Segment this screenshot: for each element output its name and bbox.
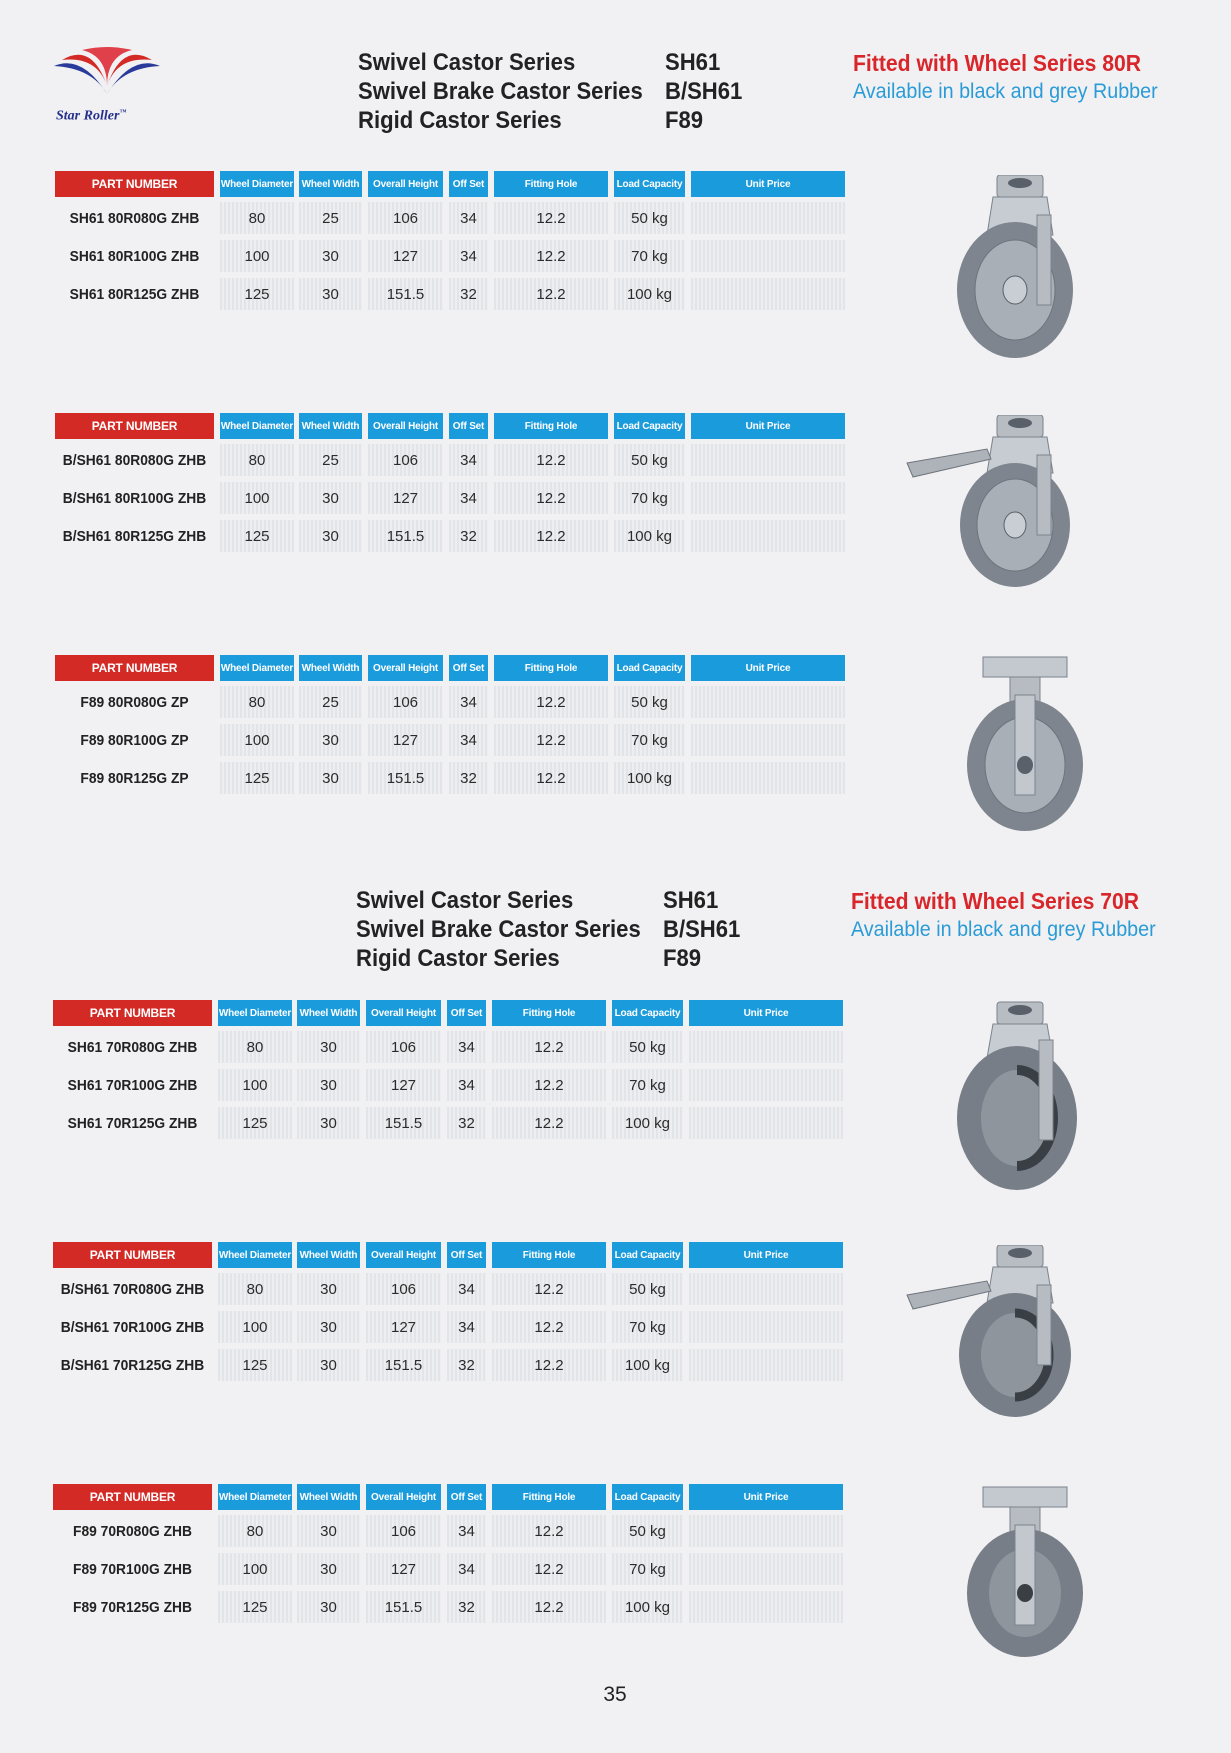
column-header-wheel-width: Wheel Width: [297, 1000, 360, 1026]
table-row: [55, 202, 855, 234]
cell-load-capacity: 100 kg: [614, 278, 685, 310]
cell-unit-price: [689, 1553, 843, 1585]
table-header: [55, 413, 855, 439]
cell-wheel-diameter: 125: [218, 1349, 292, 1381]
column-header-load-capacity: Load Capacity: [612, 1484, 683, 1510]
cell-overall-height: 127: [368, 482, 443, 514]
cell-off-set: 34: [447, 1515, 486, 1547]
cell-load-capacity: 100 kg: [612, 1591, 683, 1623]
table-row: [53, 1591, 853, 1623]
cell-wheel-width: 30: [297, 1553, 360, 1585]
cell-overall-height: 106: [368, 444, 443, 476]
series-name: Rigid Castor Series: [358, 107, 562, 134]
cell-part-number: B/SH61 70R080G ZHB: [60, 1280, 205, 1298]
cell-off-set: 34: [449, 240, 488, 272]
cell-overall-height: 127: [366, 1069, 441, 1101]
cell-wheel-diameter: 100: [220, 724, 294, 756]
table-header: [53, 1000, 853, 1026]
cell-part-number: SH61 80R080G ZHB: [69, 209, 200, 227]
column-header-wheel-width: Wheel Width: [297, 1242, 360, 1268]
table-row: [53, 1553, 853, 1585]
series-code: SH61: [663, 887, 719, 914]
table-row: [53, 1031, 853, 1063]
page-number: 35: [603, 1683, 627, 1706]
table-header: [53, 1484, 853, 1510]
cell-part-number: F89 80R125G ZP: [80, 769, 189, 787]
table-row: [53, 1107, 853, 1139]
cell-part-number: F89 70R080G ZHB: [73, 1522, 192, 1540]
cell-fitting-hole: 12.2: [492, 1591, 606, 1623]
column-header-off-set: Off Set: [447, 1484, 486, 1510]
cell-unit-price: [691, 278, 845, 310]
cell-part-number: F89 80R080G ZP: [80, 693, 189, 711]
cell-load-capacity: 100 kg: [612, 1107, 683, 1139]
cell-part-number: SH61 80R100G ZHB: [69, 247, 200, 265]
column-header-wheel-diameter: Wheel Diameter: [218, 1000, 292, 1026]
column-header-overall-height: Overall Height: [368, 413, 443, 439]
cell-fitting-hole: 12.2: [494, 444, 608, 476]
series-codes: [663, 886, 747, 973]
column-header-overall-height: Overall Height: [368, 655, 443, 681]
cell-wheel-width: 30: [299, 520, 362, 552]
cell-overall-height: 151.5: [366, 1107, 441, 1139]
cell-wheel-width: 30: [299, 482, 362, 514]
column-header-load-capacity: Load Capacity: [614, 171, 685, 197]
table-header: [55, 655, 855, 681]
column-header-overall-height: Overall Height: [366, 1484, 441, 1510]
cell-off-set: 32: [447, 1107, 486, 1139]
column-header-wheel-diameter: Wheel Diameter: [220, 655, 294, 681]
cell-wheel-width: 30: [297, 1069, 360, 1101]
column-header-wheel-diameter: Wheel Diameter: [220, 413, 294, 439]
cell-wheel-width: 30: [297, 1031, 360, 1063]
cell-load-capacity: 70 kg: [612, 1553, 683, 1585]
cell-off-set: 34: [449, 686, 488, 718]
rigid-castor-70r-image: [955, 1485, 1095, 1660]
cell-load-capacity: 50 kg: [612, 1273, 683, 1305]
column-header-wheel-width: Wheel Width: [299, 171, 362, 197]
cell-part-number: B/SH61 70R125G ZHB: [60, 1356, 205, 1374]
cell-off-set: 34: [447, 1273, 486, 1305]
cell-overall-height: 106: [368, 686, 443, 718]
cell-wheel-diameter: 80: [218, 1273, 292, 1305]
series-name: Swivel Castor Series: [358, 49, 576, 76]
series-names: [356, 886, 666, 973]
cell-unit-price: [689, 1273, 843, 1305]
cell-off-set: 32: [447, 1349, 486, 1381]
column-header-unit-price: Unit Price: [689, 1484, 843, 1510]
cell-overall-height: 127: [368, 240, 443, 272]
column-header-fitting-hole: Fitting Hole: [492, 1484, 606, 1510]
cell-off-set: 34: [449, 482, 488, 514]
cell-fitting-hole: 12.2: [492, 1031, 606, 1063]
cell-unit-price: [689, 1031, 843, 1063]
cell-wheel-width: 30: [299, 762, 362, 794]
cell-wheel-width: 30: [299, 240, 362, 272]
cell-unit-price: [691, 686, 845, 718]
cell-unit-price: [689, 1311, 843, 1343]
fitted-wheel-title: Fitted with Wheel Series 70R: [851, 888, 1140, 914]
cell-wheel-diameter: 80: [220, 202, 294, 234]
cell-fitting-hole: 12.2: [492, 1311, 606, 1343]
brand-name: Star Roller™: [56, 108, 127, 124]
section-header-80r: [0, 48, 1231, 138]
cell-part-number: B/SH61 80R125G ZHB: [62, 527, 207, 545]
cell-fitting-hole: 12.2: [492, 1515, 606, 1547]
cell-wheel-diameter: 125: [218, 1591, 292, 1623]
cell-fitting-hole: 12.2: [492, 1349, 606, 1381]
cell-fitting-hole: 12.2: [492, 1069, 606, 1101]
cell-part-number: SH61 70R125G ZHB: [67, 1114, 198, 1132]
table-row: [55, 278, 855, 310]
cell-off-set: 34: [447, 1553, 486, 1585]
column-header-off-set: Off Set: [449, 413, 488, 439]
column-header-wheel-width: Wheel Width: [299, 413, 362, 439]
column-header-off-set: Off Set: [447, 1000, 486, 1026]
cell-load-capacity: 100 kg: [614, 520, 685, 552]
series-name: Swivel Brake Castor Series: [358, 78, 643, 105]
cell-wheel-width: 25: [299, 686, 362, 718]
brake-castor-70r-image: [905, 1245, 1095, 1420]
table-row: [53, 1311, 853, 1343]
column-header-fitting-hole: Fitting Hole: [492, 1242, 606, 1268]
table-row: [53, 1273, 853, 1305]
cell-wheel-diameter: 100: [220, 240, 294, 272]
cell-unit-price: [689, 1515, 843, 1547]
cell-load-capacity: 50 kg: [614, 686, 685, 718]
cell-fitting-hole: 12.2: [494, 278, 608, 310]
series-names: [358, 48, 668, 135]
column-header-part-number: PART NUMBER: [53, 1000, 212, 1026]
series-codes: [665, 48, 749, 135]
wheel-series-note: [853, 48, 1177, 106]
column-header-fitting-hole: Fitting Hole: [492, 1000, 606, 1026]
cell-wheel-diameter: 100: [218, 1553, 292, 1585]
cell-unit-price: [691, 762, 845, 794]
availability-note: Available in black and grey Rubber: [853, 80, 1158, 103]
cell-load-capacity: 100 kg: [612, 1349, 683, 1381]
cell-wheel-width: 30: [297, 1311, 360, 1343]
cell-wheel-diameter: 100: [220, 482, 294, 514]
column-header-load-capacity: Load Capacity: [612, 1242, 683, 1268]
cell-overall-height: 127: [366, 1553, 441, 1585]
column-header-unit-price: Unit Price: [689, 1000, 843, 1026]
cell-wheel-diameter: 80: [220, 444, 294, 476]
cell-fitting-hole: 12.2: [494, 240, 608, 272]
cell-fitting-hole: 12.2: [494, 686, 608, 718]
cell-off-set: 32: [449, 762, 488, 794]
cell-unit-price: [691, 520, 845, 552]
cell-overall-height: 151.5: [366, 1349, 441, 1381]
cell-part-number: B/SH61 80R100G ZHB: [62, 489, 207, 507]
brake-castor-80r-image: [905, 415, 1095, 590]
column-header-unit-price: Unit Price: [689, 1242, 843, 1268]
cell-part-number: B/SH61 70R100G ZHB: [60, 1318, 205, 1336]
series-name: Swivel Castor Series: [356, 887, 574, 914]
column-header-load-capacity: Load Capacity: [614, 413, 685, 439]
cell-part-number: F89 70R100G ZHB: [73, 1560, 192, 1578]
column-header-wheel-diameter: Wheel Diameter: [220, 171, 294, 197]
cell-unit-price: [691, 444, 845, 476]
cell-wheel-width: 30: [297, 1591, 360, 1623]
cell-wheel-diameter: 125: [220, 278, 294, 310]
column-header-overall-height: Overall Height: [368, 171, 443, 197]
cell-off-set: 34: [447, 1069, 486, 1101]
cell-unit-price: [691, 724, 845, 756]
column-header-off-set: Off Set: [449, 655, 488, 681]
column-header-wheel-diameter: Wheel Diameter: [218, 1484, 292, 1510]
series-code: B/SH61: [665, 78, 743, 105]
series-name: Rigid Castor Series: [356, 945, 560, 972]
column-header-part-number: PART NUMBER: [55, 413, 214, 439]
cell-off-set: 34: [449, 202, 488, 234]
cell-load-capacity: 70 kg: [614, 240, 685, 272]
cell-load-capacity: 50 kg: [614, 444, 685, 476]
cell-load-capacity: 100 kg: [614, 762, 685, 794]
cell-unit-price: [689, 1349, 843, 1381]
column-header-part-number: PART NUMBER: [55, 171, 214, 197]
cell-part-number: SH61 70R080G ZHB: [67, 1038, 198, 1056]
table-row: [53, 1069, 853, 1101]
cell-overall-height: 106: [366, 1515, 441, 1547]
column-header-part-number: PART NUMBER: [53, 1484, 212, 1510]
cell-wheel-width: 30: [297, 1349, 360, 1381]
cell-load-capacity: 50 kg: [612, 1515, 683, 1547]
table-row: [55, 444, 855, 476]
cell-fitting-hole: 12.2: [494, 482, 608, 514]
availability-note: Available in black and grey Rubber: [851, 918, 1156, 941]
table-header: [53, 1242, 853, 1268]
cell-wheel-width: 30: [299, 724, 362, 756]
column-header-fitting-hole: Fitting Hole: [494, 171, 608, 197]
cell-part-number: F89 70R125G ZHB: [73, 1598, 192, 1616]
column-header-wheel-width: Wheel Width: [299, 655, 362, 681]
cell-fitting-hole: 12.2: [492, 1273, 606, 1305]
table-row: [55, 686, 855, 718]
cell-unit-price: [691, 202, 845, 234]
cell-fitting-hole: 12.2: [492, 1553, 606, 1585]
column-header-overall-height: Overall Height: [366, 1000, 441, 1026]
cell-wheel-diameter: 125: [220, 762, 294, 794]
series-code: SH61: [665, 49, 721, 76]
column-header-fitting-hole: Fitting Hole: [494, 413, 608, 439]
column-header-wheel-diameter: Wheel Diameter: [218, 1242, 292, 1268]
table-row: [53, 1349, 853, 1381]
rigid-castor-80r-image: [955, 655, 1095, 835]
cell-overall-height: 151.5: [368, 520, 443, 552]
cell-overall-height: 151.5: [366, 1591, 441, 1623]
section-header-70r: [0, 886, 1229, 976]
series-code: F89: [663, 945, 702, 972]
cell-unit-price: [689, 1069, 843, 1101]
cell-fitting-hole: 12.2: [494, 724, 608, 756]
cell-overall-height: 127: [368, 724, 443, 756]
column-header-part-number: PART NUMBER: [53, 1242, 212, 1268]
wheel-series-note: [851, 886, 1175, 944]
fitted-wheel-title: Fitted with Wheel Series 80R: [853, 50, 1142, 76]
cell-off-set: 34: [447, 1311, 486, 1343]
cell-unit-price: [691, 240, 845, 272]
cell-fitting-hole: 12.2: [494, 762, 608, 794]
cell-off-set: 34: [449, 724, 488, 756]
cell-unit-price: [691, 482, 845, 514]
cell-part-number: B/SH61 80R080G ZHB: [62, 451, 207, 469]
table-row: [55, 520, 855, 552]
cell-wheel-width: 30: [297, 1273, 360, 1305]
column-header-unit-price: Unit Price: [691, 413, 845, 439]
cell-unit-price: [689, 1591, 843, 1623]
cell-load-capacity: 70 kg: [612, 1069, 683, 1101]
cell-wheel-width: 30: [297, 1515, 360, 1547]
cell-load-capacity: 70 kg: [614, 482, 685, 514]
cell-part-number: SH61 70R100G ZHB: [67, 1076, 198, 1094]
cell-overall-height: 127: [366, 1311, 441, 1343]
cell-fitting-hole: 12.2: [494, 520, 608, 552]
cell-part-number: SH61 80R125G ZHB: [69, 285, 200, 303]
swivel-castor-80r-image: [945, 175, 1095, 360]
cell-wheel-diameter: 100: [218, 1311, 292, 1343]
cell-part-number: F89 80R100G ZP: [80, 731, 189, 749]
column-header-fitting-hole: Fitting Hole: [494, 655, 608, 681]
cell-overall-height: 151.5: [368, 278, 443, 310]
column-header-part-number: PART NUMBER: [55, 655, 214, 681]
cell-wheel-diameter: 125: [218, 1107, 292, 1139]
cell-overall-height: 106: [366, 1031, 441, 1063]
cell-overall-height: 151.5: [368, 762, 443, 794]
series-code: B/SH61: [663, 916, 741, 943]
cell-wheel-width: 25: [299, 444, 362, 476]
table-row: [53, 1515, 853, 1547]
series-name: Swivel Brake Castor Series: [356, 916, 641, 943]
cell-fitting-hole: 12.2: [492, 1107, 606, 1139]
table-row: [55, 482, 855, 514]
cell-overall-height: 106: [366, 1273, 441, 1305]
column-header-unit-price: Unit Price: [691, 655, 845, 681]
cell-wheel-diameter: 80: [220, 686, 294, 718]
column-header-unit-price: Unit Price: [691, 171, 845, 197]
cell-off-set: 34: [447, 1031, 486, 1063]
cell-fitting-hole: 12.2: [494, 202, 608, 234]
swivel-castor-70r-image: [945, 1000, 1095, 1195]
cell-off-set: 34: [449, 444, 488, 476]
cell-wheel-diameter: 80: [218, 1031, 292, 1063]
cell-load-capacity: 70 kg: [612, 1311, 683, 1343]
cell-overall-height: 106: [368, 202, 443, 234]
cell-wheel-width: 30: [299, 278, 362, 310]
cell-wheel-width: 25: [299, 202, 362, 234]
column-header-off-set: Off Set: [447, 1242, 486, 1268]
series-code: F89: [665, 107, 704, 134]
column-header-load-capacity: Load Capacity: [614, 655, 685, 681]
cell-load-capacity: 70 kg: [614, 724, 685, 756]
column-header-overall-height: Overall Height: [366, 1242, 441, 1268]
cell-off-set: 32: [449, 520, 488, 552]
cell-wheel-diameter: 125: [220, 520, 294, 552]
column-header-load-capacity: Load Capacity: [612, 1000, 683, 1026]
column-header-wheel-width: Wheel Width: [297, 1484, 360, 1510]
cell-off-set: 32: [449, 278, 488, 310]
cell-off-set: 32: [447, 1591, 486, 1623]
table-row: [55, 762, 855, 794]
cell-load-capacity: 50 kg: [614, 202, 685, 234]
table-header: [55, 171, 855, 197]
cell-unit-price: [689, 1107, 843, 1139]
cell-load-capacity: 50 kg: [612, 1031, 683, 1063]
cell-wheel-diameter: 80: [218, 1515, 292, 1547]
cell-wheel-width: 30: [297, 1107, 360, 1139]
cell-wheel-diameter: 100: [218, 1069, 292, 1101]
table-row: [55, 724, 855, 756]
table-row: [55, 240, 855, 272]
column-header-off-set: Off Set: [449, 171, 488, 197]
